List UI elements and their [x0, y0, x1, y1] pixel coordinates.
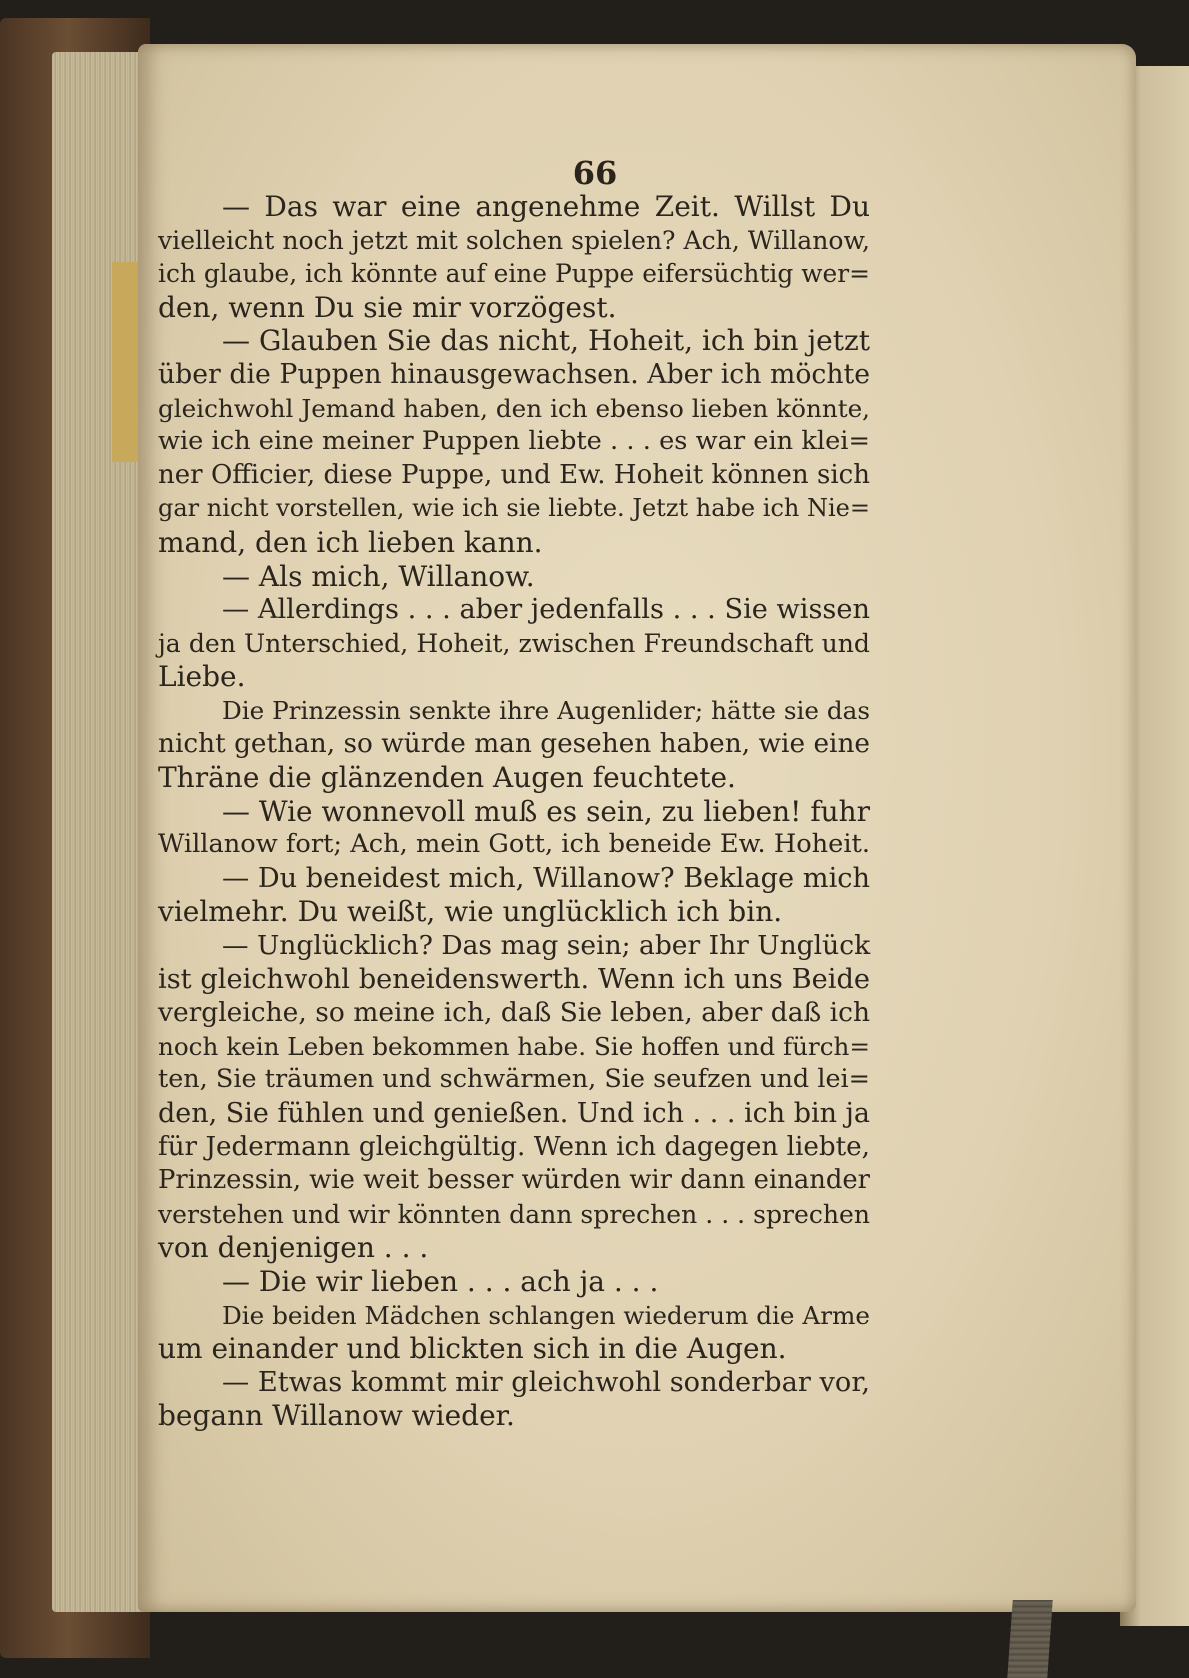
text-line-content: um einander und blickten sich in die Augen. [158, 1332, 787, 1366]
text-line [158, 1131, 870, 1165]
text-line-content: von denjenigen . . . [158, 1231, 429, 1265]
text-line-content: vergleiche, so meine ich, daß Sie leben, aber daß ich [158, 997, 870, 1029]
text-line-content: mand, den ich lieben kann. [158, 525, 543, 559]
text-line-content: für Jedermann gleichgültig. Wenn ich dagegen liebte, [158, 1131, 870, 1162]
text-line-content: begann Willanow wieder. [158, 1399, 515, 1433]
text-line-content: ich glaube, ich könnte auf eine Puppe eifersüchtig wer= [158, 259, 870, 289]
text-line [158, 761, 870, 795]
text-line-content: — Glauben Sie das nicht, Hoheit, ich bin jetzt [222, 324, 870, 358]
text-line-content: — Als mich, Willanow. [222, 559, 535, 593]
text-line [158, 694, 870, 728]
text-line [158, 425, 870, 459]
text-line [158, 459, 870, 493]
page-number: 66 [572, 154, 618, 192]
text-line [158, 1097, 870, 1131]
text-line-content: den, Sie fühlen und genießen. Und ich . . . ich bin ja [158, 1098, 870, 1130]
text-line [158, 1030, 870, 1064]
text-line-content: — Das war eine angenehme Zeit. Willst Du [222, 190, 870, 223]
text-line [158, 1164, 870, 1198]
text-line [158, 358, 870, 392]
text-line [158, 1265, 870, 1299]
text-line [158, 1063, 870, 1097]
text-line [158, 593, 870, 627]
text-line [158, 224, 870, 258]
text-line [158, 324, 870, 358]
text-line-content: vielleicht noch jetzt mit solchen spielen? Ach, Willanow, [158, 225, 870, 255]
text-line-content: Die beiden Mädchen schlangen wiederum die Arme [222, 1300, 870, 1330]
text-line [158, 996, 870, 1030]
text-line-content: vielmehr. Du weißt, wie unglücklich ich bin. [158, 895, 783, 929]
text-line-content: ist gleichwohl beneidenswerth. Wenn ich uns Beide [158, 963, 870, 995]
text-line [158, 627, 870, 661]
text-line-content: gleichwohl Jemand haben, den ich ebenso lieben könnte, [158, 393, 870, 423]
text-line-content: wie ich eine meiner Puppen liebte . . . es war ein klei= [158, 426, 870, 457]
text-line [158, 1332, 870, 1366]
text-line-content: gar nicht vorstellen, wie ich sie liebte. Jetzt habe ich Nie= [158, 494, 870, 523]
text-line-content: Prinzessin, wie weit besser würden wir dann einander [158, 1165, 870, 1196]
bookmark-ribbon [1007, 1600, 1052, 1678]
text-line [158, 728, 870, 762]
text-line-content: — Etwas kommt mir gleichwohl sonderbar vor, [222, 1366, 870, 1398]
text-line [158, 895, 870, 929]
body-text [158, 190, 870, 1433]
text-line-content: Liebe. [158, 660, 246, 694]
text-line [158, 526, 870, 560]
text-line [158, 828, 870, 862]
text-line-content: den, wenn Du sie mir vorzögest. [158, 290, 617, 324]
text-line [158, 492, 870, 526]
text-line-content: über die Puppen hinausgewachsen. Aber ich möchte [158, 358, 870, 390]
text-line-content: Die Prinzessin senkte ihre Augenlider; hätte sie das [222, 695, 870, 725]
text-line-content: — Wie wonnevoll muß es sein, zu lieben! fuhr [222, 794, 870, 828]
text-line [158, 291, 870, 325]
text-line [158, 929, 870, 963]
text-line [158, 1198, 870, 1232]
text-line [158, 1299, 870, 1333]
text-line-content: ten, Sie träumen und schwärmen, Sie seufzen und lei= [158, 1064, 870, 1095]
text-line [158, 963, 870, 997]
text-line-content: — Unglücklich? Das mag sein; aber Ihr Unglück [222, 930, 871, 962]
text-line-content: — Du beneidest mich, Willanow? Beklage mich [222, 862, 870, 894]
text-line [158, 795, 870, 829]
text-line-content: ner Officier, diese Puppe, und Ew. Hoheit können sich [158, 459, 870, 490]
text-line [158, 1399, 870, 1433]
text-line [158, 257, 870, 291]
text-line [158, 190, 870, 224]
text-line [158, 560, 870, 594]
text-line-content: verstehen und wir könnten dann sprechen . . . sprechen [158, 1199, 870, 1229]
text-line-content: — Allerdings . . . aber jedenfalls . . . Sie wissen [222, 594, 870, 626]
text-line-content: nicht gethan, so würde man gesehen haben, wie eine [158, 728, 870, 759]
text-line [158, 1366, 870, 1400]
text-line-content: — Die wir lieben . . . ach ja . . . [222, 1265, 659, 1298]
text-line-content: noch kein Leben bekommen habe. Sie hoffen und fürch= [158, 1031, 870, 1061]
text-line [158, 392, 870, 426]
text-line-content: Willanow fort; Ach, mein Gott, ich beneide Ew. Hoheit. [158, 829, 870, 860]
text-line [158, 1231, 870, 1265]
text-line [158, 660, 870, 694]
text-line [158, 862, 870, 896]
text-line-content: Thräne die glänzenden Augen feuchtete. [158, 761, 736, 795]
text-line-content: ja den Unterschied, Hoheit, zwischen Freundschaft und [158, 628, 870, 658]
